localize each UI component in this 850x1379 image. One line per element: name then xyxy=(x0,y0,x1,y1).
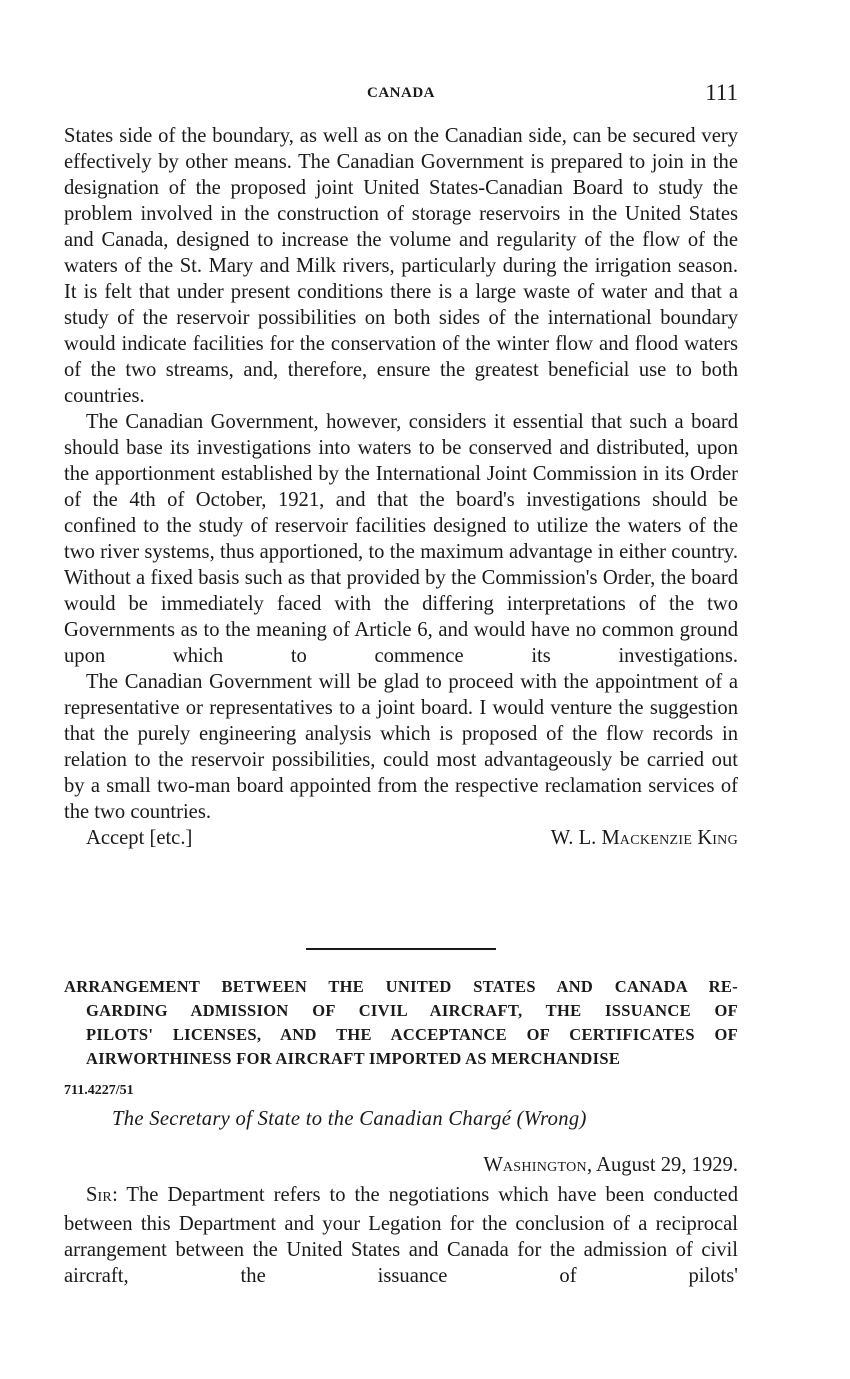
salutation-rest: IR xyxy=(97,1190,113,1205)
letter-paragraph xyxy=(64,1182,738,1289)
dateline-place-cap: W xyxy=(483,1154,503,1176)
section-heading-line-1: ARRANGEMENT BETWEEN THE UNITED STATES AND CANADA RE- xyxy=(64,977,738,996)
letter-opening-text: The Department refers to the negotiations which have been conducted between this Department and your Legation for the conclusion of a reciprocal arrangement between the United States and Canada for the admission of civil aircraft, the issuance of pilots' xyxy=(64,1184,738,1287)
signature-initials: W. L. xyxy=(550,827,597,849)
file-number: 711.4227/51 xyxy=(64,1083,134,1098)
signature-last-rest: ING xyxy=(712,833,738,848)
section-divider xyxy=(306,948,496,950)
closing-line xyxy=(64,825,738,851)
section-heading xyxy=(64,975,738,1071)
dateline-date: , August 29, 1929. xyxy=(586,1154,738,1176)
signature-last-cap: K xyxy=(697,827,713,849)
dateline xyxy=(483,1154,738,1177)
page-number: 111 xyxy=(705,80,738,105)
section-heading-line-3: PILOTS' LICENSES, AND THE ACCEPTANCE OF CERTIFICATES OF xyxy=(86,1025,738,1044)
complimentary-close: Accept [etc.] xyxy=(86,827,193,849)
section-heading-line-4: AIRWORTHINESS FOR AIRCRAFT IMPORTED AS MERCHANDISE xyxy=(86,1049,621,1068)
salutation-cap: S xyxy=(86,1184,98,1206)
paragraph-2: The Canadian Government, however, considers it essential that such a board should base its investigations into waters to be conserved and distributed, upon the apportionment established by the International Joint Commission in its Order of the 4th of October, 1921, and that the board's investigations should be confined to the study of reservoir facilities designed to utilize the waters of the two river systems, thus apportioned, to the maximum advantage in either country. Without a fixed basis such as that provided by the Commission's Order, the board would be immediately faced with the differing interpretations of the two Governments as to the meaning of Article 6, and would have no common ground upon which to commence its investigations. xyxy=(64,411,738,667)
body-text xyxy=(64,123,738,851)
dateline-place-rest: ASHINGTON xyxy=(502,1160,587,1175)
signature-first-cap: M xyxy=(601,827,620,849)
signature xyxy=(551,825,738,854)
signature-first-rest: ACKENZIE xyxy=(619,833,693,848)
section-heading-line-2: GARDING ADMISSION OF CIVIL AIRCRAFT, THE ISSUANCE OF xyxy=(86,1001,738,1020)
paragraph-1: States side of the boundary, as well as on the Canadian side, can be secured very effectively by other means. The Canadian Government is prepared to join in the designation of the proposed joint United States-Canadian Board to study the problem involved in the construction of storage reservoirs in the United States and Canada, designed to increase the volume and regularity of the flow of the waters of the St. Mary and Milk rivers, particularly during the irrigation season. It is felt that under present conditions there is a large waste of water and that a study of the reservoir possibilities on both sides of the international boundary would indicate facilities for the conservation of the winter flow and flood waters of the two streams, and, therefore, ensure the greatest beneficial use to both countries. xyxy=(64,125,738,407)
paragraph-3: The Canadian Government will be glad to proceed with the appointment of a representative or representatives to a joint board. I would venture the suggestion that the purely engineering analysis which is proposed of the flow records in relation to the reservoir possibilities, could most advantageously be carried out by a small two-man board appointed from the respective reclamation services of the two countries. xyxy=(64,671,738,823)
running-head xyxy=(64,80,738,110)
running-title: CANADA xyxy=(367,85,435,101)
document-title: The Secretary of State to the Canadian Chargé (Wrong) xyxy=(112,1108,587,1130)
salutation-colon: : xyxy=(112,1184,118,1206)
letter-body xyxy=(64,1182,738,1289)
